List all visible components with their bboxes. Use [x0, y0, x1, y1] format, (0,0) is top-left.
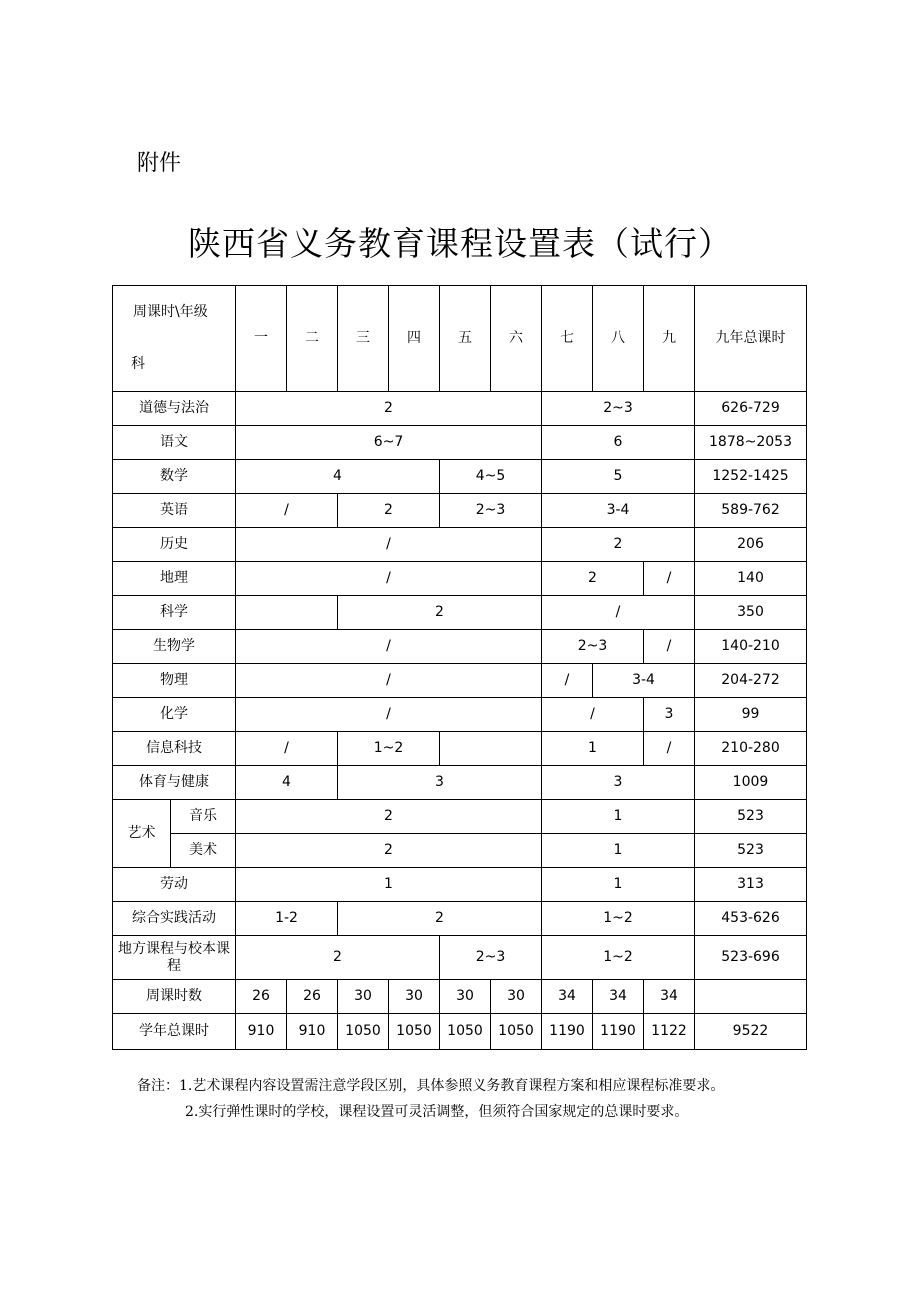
hours-cell: /: [542, 664, 593, 698]
header-row: [113, 286, 807, 392]
hours-cell: 2: [338, 596, 542, 630]
total-cell: 140: [695, 562, 807, 596]
hours-cell: 1: [542, 868, 695, 902]
hours-cell: 5: [542, 460, 695, 494]
hours-cell: 1122: [644, 1014, 695, 1050]
grade-header: 四: [389, 286, 440, 392]
hours-cell: /: [542, 596, 695, 630]
hours-cell: 1: [542, 732, 644, 766]
hours-cell: 1190: [593, 1014, 644, 1050]
subject-name: 生物学: [113, 630, 236, 664]
hours-cell: 2~3: [440, 936, 542, 980]
hours-cell: /: [236, 528, 542, 562]
hours-cell: 30: [440, 980, 491, 1014]
table-row: [113, 868, 807, 902]
subject-name: 体育与健康: [113, 766, 236, 800]
hours-cell: 4~5: [440, 460, 542, 494]
hours-cell: 1~2: [542, 902, 695, 936]
grade-header: 八: [593, 286, 644, 392]
subject-name: 艺术: [113, 800, 171, 868]
note-line-2: 2.实行弹性课时的学校，课程设置可灵活调整，但须符合国家规定的总课时要求。: [185, 1104, 689, 1120]
subject-name: 周课时数: [113, 980, 236, 1014]
total-cell: 313: [695, 868, 807, 902]
hours-cell: /: [236, 664, 542, 698]
hours-cell: [440, 732, 542, 766]
hours-cell: 30: [389, 980, 440, 1014]
total-cell: 523: [695, 834, 807, 868]
total-cell: 99: [695, 698, 807, 732]
notes: [137, 1073, 724, 1125]
subject-name: 劳动: [113, 868, 236, 902]
hours-cell: 30: [491, 980, 542, 1014]
hours-cell: 2: [236, 800, 542, 834]
hours-cell: 2~3: [542, 630, 644, 664]
subject-name: 道德与法治: [113, 392, 236, 426]
hours-cell: /: [236, 630, 542, 664]
hours-cell: 1050: [389, 1014, 440, 1050]
hours-cell: 4: [236, 766, 338, 800]
hours-cell: 2: [338, 494, 440, 528]
total-cell: 9522: [695, 1014, 807, 1050]
hours-cell: 34: [644, 980, 695, 1014]
hours-cell: 3: [644, 698, 695, 732]
hours-cell: 2~3: [440, 494, 542, 528]
subject-name: 地理: [113, 562, 236, 596]
table-row: [113, 698, 807, 732]
table-row: [113, 528, 807, 562]
grade-header: 二: [287, 286, 338, 392]
hours-cell: 2: [542, 562, 644, 596]
subject-name: 英语: [113, 494, 236, 528]
hours-cell: 34: [593, 980, 644, 1014]
total-cell: 523: [695, 800, 807, 834]
table-row: [113, 902, 807, 936]
hours-cell: 1: [542, 834, 695, 868]
hours-cell: 2~3: [542, 392, 695, 426]
grade-header: 三: [338, 286, 389, 392]
total-cell: 206: [695, 528, 807, 562]
table-row: [113, 936, 807, 980]
hours-cell: 2: [338, 902, 542, 936]
subject-name: 物理: [113, 664, 236, 698]
table-row: [113, 732, 807, 766]
table-row: [113, 460, 807, 494]
subject-name: 学年总课时: [113, 1014, 236, 1050]
table-row: [113, 834, 807, 868]
table-row: [113, 596, 807, 630]
subject-name: 科学: [113, 596, 236, 630]
total-cell: 140-210: [695, 630, 807, 664]
table-row: [113, 630, 807, 664]
total-cell: [695, 980, 807, 1014]
grade-header: 七: [542, 286, 593, 392]
hours-cell: 1050: [338, 1014, 389, 1050]
hours-cell: /: [236, 562, 542, 596]
hours-cell: /: [236, 494, 338, 528]
hours-cell: 26: [236, 980, 287, 1014]
hours-cell: 2: [542, 528, 695, 562]
subject-name: 数学: [113, 460, 236, 494]
grade-header: 五: [440, 286, 491, 392]
table-row: [113, 562, 807, 596]
hours-cell: 1~2: [338, 732, 440, 766]
corner-header-bottom: 科: [131, 356, 145, 372]
hours-cell: 1: [542, 800, 695, 834]
grade-header: 六: [491, 286, 542, 392]
hours-cell: /: [542, 698, 644, 732]
table-row: [113, 766, 807, 800]
hours-cell: 1050: [491, 1014, 542, 1050]
table-row: [113, 980, 807, 1014]
total-cell: 626-729: [695, 392, 807, 426]
hours-cell: [236, 596, 338, 630]
hours-cell: /: [236, 732, 338, 766]
hours-cell: 2: [236, 936, 440, 980]
hours-cell: /: [236, 698, 542, 732]
hours-cell: 2: [236, 834, 542, 868]
hours-cell: 910: [236, 1014, 287, 1050]
hours-cell: 910: [287, 1014, 338, 1050]
total-cell: 350: [695, 596, 807, 630]
total-cell: 523-696: [695, 936, 807, 980]
subject-name: 信息科技: [113, 732, 236, 766]
table-row: [113, 426, 807, 460]
table-row: [113, 664, 807, 698]
corner-header-cell: [113, 286, 236, 392]
grade-header: 一: [236, 286, 287, 392]
total-cell: 210-280: [695, 732, 807, 766]
total-cell: 1009: [695, 766, 807, 800]
subject-name: 综合实践活动: [113, 902, 236, 936]
hours-cell: 1~2: [542, 936, 695, 980]
attachment-label: 附件: [137, 151, 182, 176]
corner-header-top: 周课时\年级: [133, 304, 208, 320]
hours-cell: 30: [338, 980, 389, 1014]
total-cell: 1252-1425: [695, 460, 807, 494]
hours-cell: 6: [542, 426, 695, 460]
grade-header: 九: [644, 286, 695, 392]
table-row: [113, 392, 807, 426]
hours-cell: 1-2: [236, 902, 338, 936]
hours-cell: 2: [236, 392, 542, 426]
sub-subject-name: 美术: [171, 834, 236, 868]
subject-name: 历史: [113, 528, 236, 562]
total-cell: 453-626: [695, 902, 807, 936]
curriculum-table: [112, 285, 807, 1050]
hours-cell: 34: [542, 980, 593, 1014]
page-title: 陕西省义务教育课程设置表（试行）: [188, 224, 732, 263]
hours-cell: 26: [287, 980, 338, 1014]
total-cell: 589-762: [695, 494, 807, 528]
sub-subject-name: 音乐: [171, 800, 236, 834]
table-row: [113, 1014, 807, 1050]
hours-cell: /: [644, 732, 695, 766]
hours-cell: 4: [236, 460, 440, 494]
table-row: [113, 494, 807, 528]
hours-cell: 1050: [440, 1014, 491, 1050]
hours-cell: 3-4: [542, 494, 695, 528]
subject-name: 化学: [113, 698, 236, 732]
total-cell: 204-272: [695, 664, 807, 698]
hours-cell: 6~7: [236, 426, 542, 460]
hours-cell: 3: [338, 766, 542, 800]
hours-cell: 3: [542, 766, 695, 800]
hours-cell: 3-4: [593, 664, 695, 698]
subject-name: 语文: [113, 426, 236, 460]
hours-cell: 1190: [542, 1014, 593, 1050]
table-row: [113, 800, 807, 834]
note-line-1: 备注：1.艺术课程内容设置需注意学段区别，具体参照义务教育课程方案和相应课程标准要求。: [137, 1078, 725, 1094]
subject-name: 地方课程与校本课程: [113, 936, 236, 980]
hours-cell: /: [644, 630, 695, 664]
hours-cell: /: [644, 562, 695, 596]
total-hours-header: 九年总课时: [695, 286, 807, 392]
hours-cell: 1: [236, 868, 542, 902]
total-cell: 1878~2053: [695, 426, 807, 460]
